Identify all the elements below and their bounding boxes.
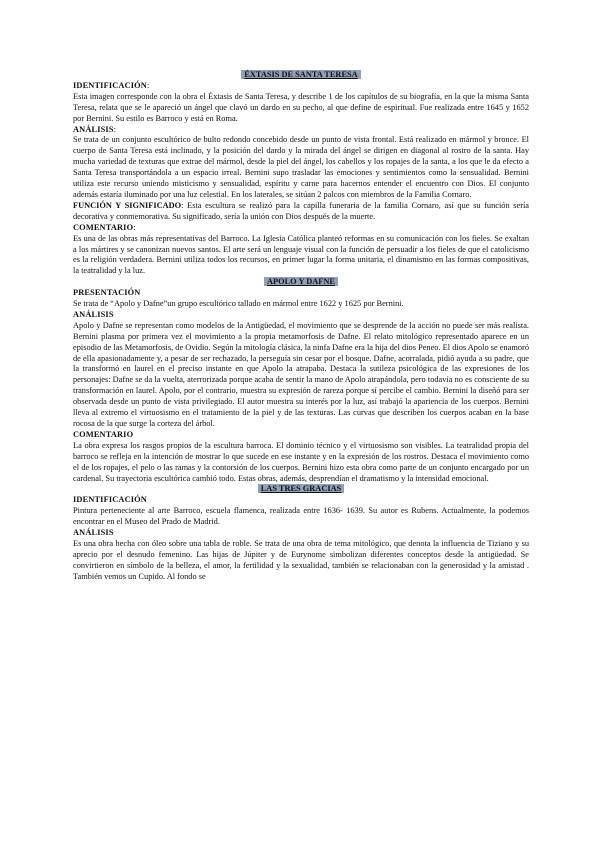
- section-title-gracias: LAS TRES GRACIAS: [73, 484, 529, 495]
- section-title-extasis: ÉXTASIS DE SANTA TERESA: [73, 70, 529, 81]
- paragraph-identificacion: Esta imagen corresponde con la obra el Éxtasis de Santa Teresa, y describe 1 de los capítulos de su biografía, en la que la misma Santa Teresa, relata que se le apareció un ángel que clavó un dardo en su pecho, al que define de espiritual. Fue realizada entre 1645 y 1652 por Bernini. Su estilo es Barroco y está en Roma.: [73, 91, 529, 123]
- heading-funcion: FUNCIÓN Y SIGNIFICADO: [73, 200, 182, 210]
- heading-comentario: COMENTARIO:: [73, 222, 136, 232]
- heading-analisis-gracias: ANÁLISIS: [73, 528, 114, 538]
- heading-identificacion: IDENTIFICACIÓN:: [73, 80, 150, 90]
- paragraph-comentario: Es una de las obras más representativas del Barroco. La Iglesia Católica planteó reformas en su comunicación con los fieles. Se exaltan a los mártires y se canonizan nuevos santos. El arte será un lenguaje visual con la función de persuadir a los fieles de que el catolicismo es la religión verdadera. Bernini utiliza todos los recursos, en primer lugar la forma unitaria, el dinamismo en las formas compositivas, la teatralidad y la luz.: [73, 233, 529, 276]
- paragraph-analisis-apolo: Apolo y Dafne se representan como modelos de la Antigüedad, el movimiento que se desprende de la acción no puede ser más realista. Bernini plasma por primera vez el movimiento a la propia metamorfosis de Dafne. El relato mitológico representado aparece en un episodio de las Metamorfosis, de Ovidio. Según la mitología clásica, la ninfa Dafne era la hija del dios Peneo. El dios Apolo se enamoró de ella apasionadamente y, a pesar de ser rechazado, la perseguía sin cesar por el bosque. Dafne, acorralada, pidió ayuda a su padre, que la transformó en laurel en el preciso instante en que Apolo la atrapaba. Destaca la sutileza psicológica de las expresiones de los personajes: Dafne se da la vuelta, aterrorizada porque acaba de sentir la mano de Apolo atrapándola, pero todavía no es consciente de su transformación en laurel. Apolo, por el contrario, muestra su expresión de rareza porque sí percibe el cambio. Bernini la diseñó para ser observada desde un punto de vista privilegiado. El autor muestra su interés por la luz, así trabajó la apariencia de los cuerpos. Bernini lleva al extremo el virtuosismo en el tratamiento de la piel y de las texturas. Las curvas que describen los cuerpos acaban en la base rocosa de la que surge la corteza del árbol.: [73, 320, 529, 428]
- document-page: [73, 70, 529, 583]
- heading-identificacion-gracias: IDENTIFICACIÓN: [73, 495, 147, 505]
- heading-presentacion: PRESENTACIÓN: [73, 288, 141, 298]
- paragraph-analisis: Se trata de un conjunto escultórico de bulto redondo concebido desde un punto de vista frontal. Está realizado en mármol y bronce. El cuerpo de Santa Teresa está inclinado, y la posición del dardo y la mirada del ángel se dirigen en diagonal al rostro de la santa. Hay mucha variedad de texturas que extrae del mármol, desde la piel del ángel, los cabellos y los ropajes de la santa, a los que le da efecto a Santa Teresa transportándola a un espacio irreal. Bernini supo trasladar las emociones y sentimientos como la sensualidad. Bernini utiliza este recurso uniendo misticismo y sensualidad, espíritu y carne para hacernos entender el encuentro con Dios. El conjunto además estaría iluminado por una luz celestial. En los laterales, se sitúan 2 palcos con miembros de la Familia Cornaro.: [73, 135, 529, 199]
- paragraph-funcion: FUNCIÓN Y SIGNIFICADO: Esta escultura se realizó para la capilla funeraria de la familia Cornaro, así que su función sería decorativa y conmemorativa. Su significado, sería la unión con Dios después de la muerte.: [73, 200, 529, 221]
- paragraph-identificacion-gracias: Pintura perteneciente al arte Barroco, escuela flamenca, realizada entre 1636- 1639. Su autor es Rubens. Actualmente, la podemos encontrar en el Museo del Prado de Madrid.: [73, 506, 529, 527]
- paragraph-presentacion: Se trata de “Apolo y Dafne”un grupo escultórico tallado en mármol entre 1622 y 1625 por Bernini.: [73, 299, 404, 309]
- heading-analisis: ANÁLISIS:: [73, 124, 117, 134]
- paragraph-analisis-gracias: Es una obra hecha con óleo sobre una tabla de roble. Se trata de una obra de tema mitológico, que denota la influencia de Tiziano y su aprecio por el desnudo femenino. Las hijas de Júpiter y de Eurynome simbolizan diferentes conceptos desde la antigüedad. Se convirtieron en símbolo de la belleza, el amor, la fertilidad y la sexualidad, también se relacionaban con la generosidad y la amistad . También vemos un Cupido. Al fondo se: [73, 538, 529, 581]
- heading-comentario-apolo: COMENTARIO: [73, 429, 134, 439]
- heading-analisis-apolo: ANÁLISIS: [73, 309, 114, 319]
- section-title-apolo: APOLO Y DAFNE: [73, 277, 529, 288]
- paragraph-comentario-apolo: La obra expresa los rasgos propios de la escultura barroca. El dominio técnico y el virtuosismo son visibles. La teatralidad propia del barroco se refleja en la intención de mostrar lo que sucede en ese instante y en la expresión de los rostros. Destaca el movimiento como el de los ropajes, el pelo o las ramas y la contorsión de los cuerpos. Bernini hizo esta obra como parte de un conjunto encargado por un cardenal. Su trayectoria escultórica cambió todo. Estas obras, además, desprendían el dramatismo y la intensidad emocional.: [73, 440, 529, 483]
